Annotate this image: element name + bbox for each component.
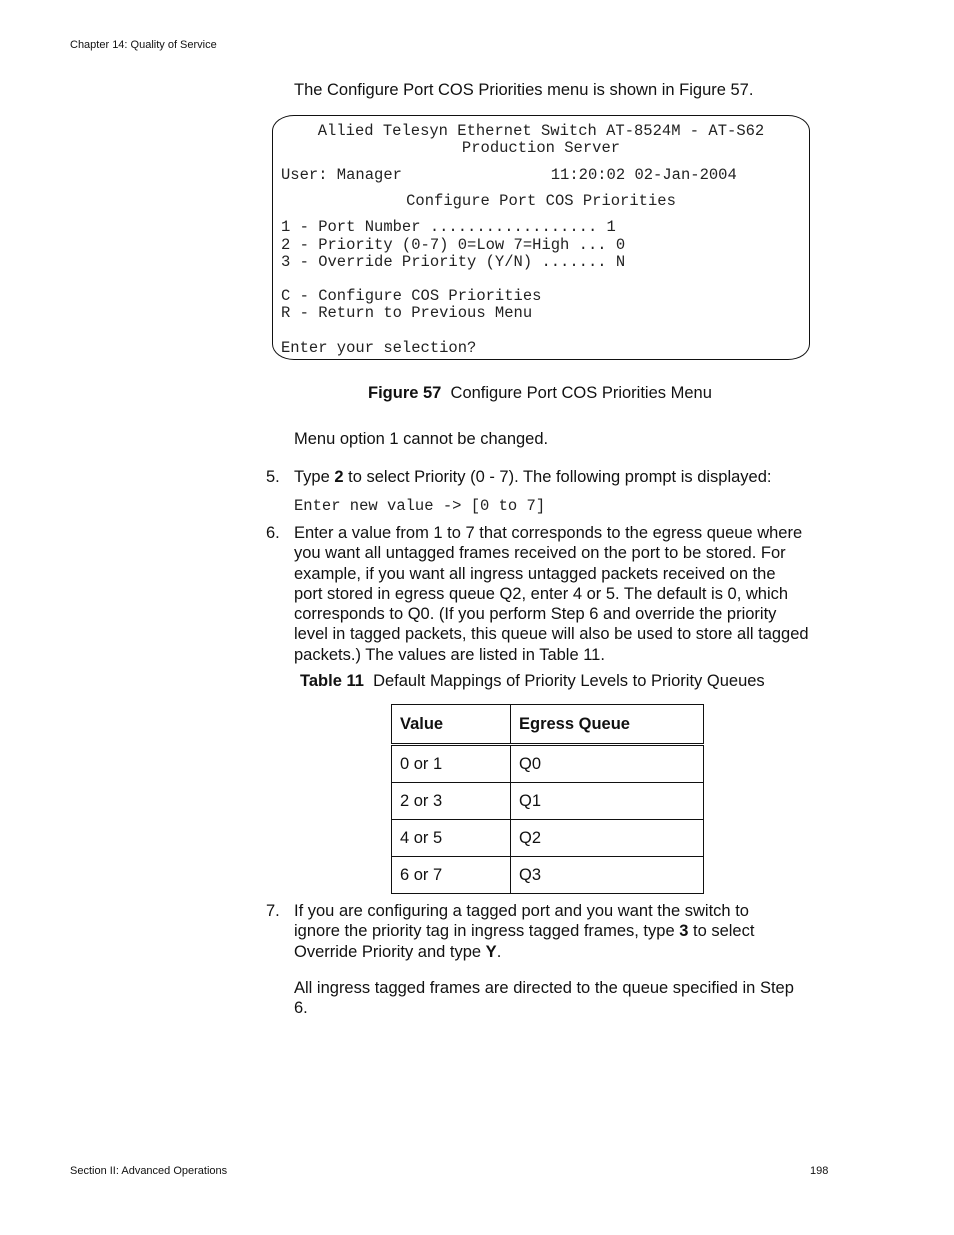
step-7-text [294, 901, 754, 962]
screen-option-r: R - Return to Previous Menu [281, 304, 533, 322]
note-ingress-frames [294, 978, 794, 1019]
figure-title: Configure Port COS Priorities Menu [450, 384, 712, 402]
step-5-post: to select Priority (0 - 7). The following prompt is displayed: [343, 468, 772, 486]
screen-option-c: C - Configure COS Priorities [281, 287, 542, 305]
step-7-key-y: Y [485, 942, 497, 961]
screen-title-line1: Allied Telesyn Ethernet Switch AT-8524M - AT-S62 [317, 122, 765, 140]
step-7-line-2 [294, 921, 754, 941]
table-row [392, 857, 704, 894]
running-footer-section: Section II: Advanced Operations [70, 1165, 228, 1177]
step-7-line-2-pre: ignore the priority tag in ingress tagged frames, type [294, 922, 680, 941]
step-6-text [294, 523, 809, 665]
screen-menu-title: Configure Port COS Priorities [406, 192, 676, 210]
step-6-line: corresponds to Q0. (If you perform Step 6 and override the priority [294, 605, 777, 624]
cell-queue: Q0 [511, 745, 704, 783]
step-7-number: 7. [266, 902, 280, 920]
step-6-line: packets.) The values are listed in Table 11. [294, 645, 605, 664]
note-line-2: 6. [294, 999, 308, 1018]
table-title: Default Mappings of Priority Levels to Priority Queues [373, 672, 765, 690]
table-label: Table 11 [300, 672, 364, 690]
step-7-line-2-post: to select [688, 922, 755, 941]
step-7-line-3 [294, 942, 754, 962]
column-header-egress-queue: Egress Queue [511, 705, 704, 745]
screen-option-3: 3 - Override Priority (Y/N) ....... N [281, 253, 626, 271]
figure-caption [368, 384, 712, 403]
screen-user-line: User: Manager 11:20:02 02-Jan-2004 [281, 166, 737, 184]
cell-value: 2 or 3 [392, 783, 511, 820]
screen-title-line2: Production Server [461, 139, 621, 157]
column-header-value: Value [392, 705, 511, 745]
page-number: 198 [810, 1165, 829, 1177]
cell-value: 0 or 1 [392, 745, 511, 783]
intro-paragraph: The Configure Port COS Priorities menu is shown in Figure 57. [294, 81, 754, 99]
table-row [392, 745, 704, 783]
step-6-number: 6. [266, 524, 280, 542]
step-7-key-3: 3 [679, 922, 689, 941]
step-5-text [294, 467, 772, 487]
screen-option-2: 2 - Priority (0-7) 0=Low 7=High ... 0 [281, 236, 626, 254]
cell-queue: Q3 [511, 857, 704, 894]
step-6-line: port stored in egress queue Q2, enter 4 or 5. The default is 0, which [294, 584, 789, 603]
step-6-line: level in tagged packets, this queue will also be used to store all tagged [294, 625, 809, 644]
cell-value: 6 or 7 [392, 857, 511, 894]
step-5-prompt: Enter new value -> [0 to 7] [294, 497, 546, 515]
table-row [392, 783, 704, 820]
step-7-line-3-pre: Override Priority and type [294, 942, 486, 961]
priority-mapping-table [391, 704, 704, 894]
step-5-key: 2 [334, 468, 344, 486]
note-menu-option: Menu option 1 cannot be changed. [294, 430, 549, 448]
step-6-line: you want all untagged frames received on the port to be stored. For [294, 544, 786, 563]
screen-prompt: Enter your selection? [281, 339, 477, 357]
table-header-row [392, 705, 704, 745]
screen-option-1: 1 - Port Number .................. 1 [281, 218, 616, 236]
step-5-pre: Type [294, 468, 335, 486]
step-6-line: Enter a value from 1 to 7 that corresponds to the egress queue where [294, 524, 803, 542]
note-line-1: All ingress tagged frames are directed to the queue specified in Step [294, 979, 794, 997]
running-header: Chapter 14: Quality of Service [70, 39, 217, 51]
cell-queue: Q2 [511, 820, 704, 857]
figure-label: Figure 57 [368, 384, 442, 402]
cell-queue: Q1 [511, 783, 704, 820]
step-7-line-3-post: . [496, 942, 502, 961]
cell-value: 4 or 5 [392, 820, 511, 857]
step-5-number: 5. [266, 468, 280, 486]
step-6-line: example, if you want all ingress untagged packets received on the [294, 564, 776, 583]
table-row [392, 820, 704, 857]
table-caption [300, 672, 765, 691]
terminal-screen [272, 115, 810, 360]
step-7-line-1: If you are configuring a tagged port and you want the switch to [294, 902, 749, 920]
